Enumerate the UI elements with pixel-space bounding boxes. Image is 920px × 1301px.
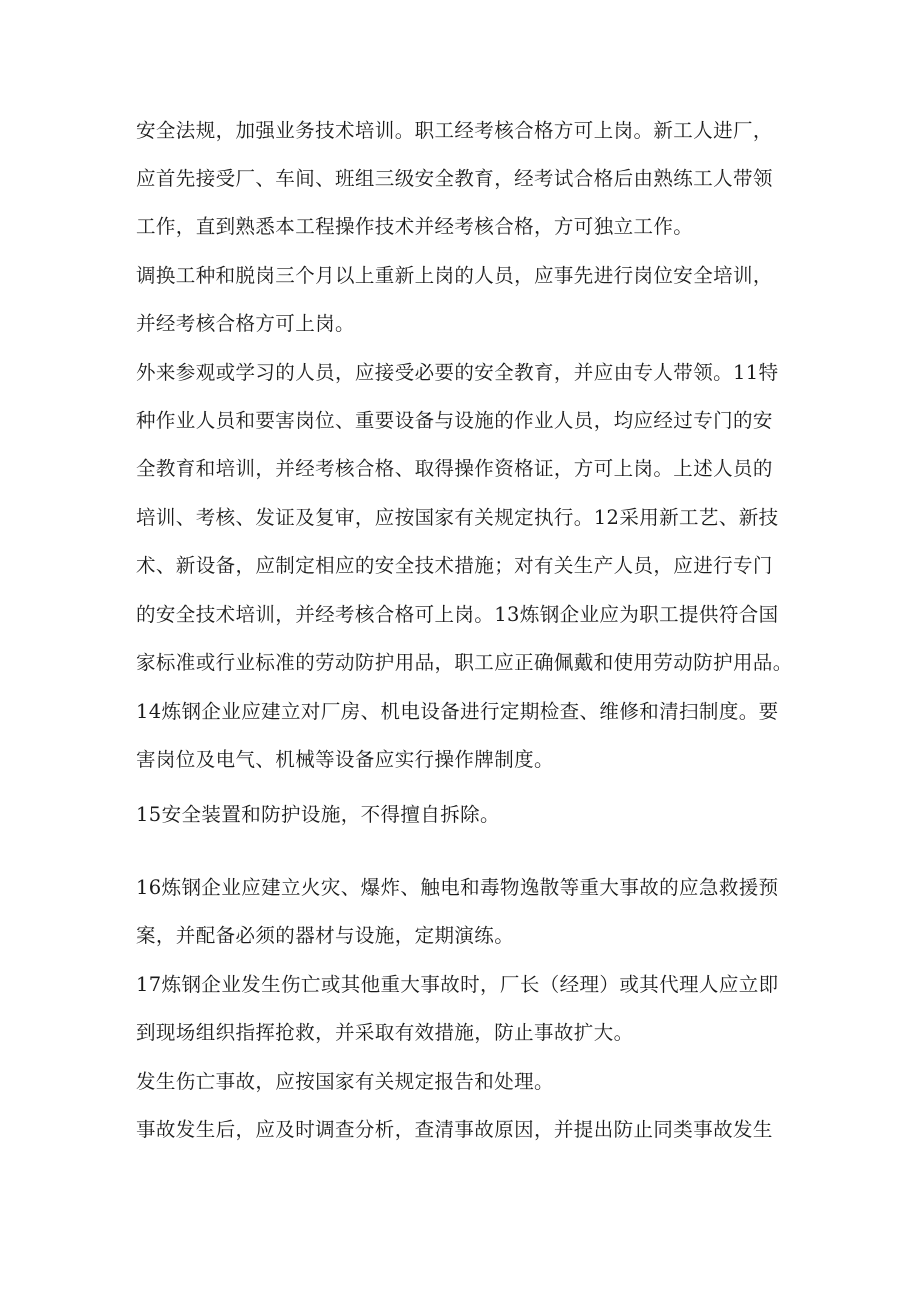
text-line: 并经考核合格方可上岗。 xyxy=(136,312,355,335)
text-line: 15安全装置和防护设施，不得擅自拆除。 xyxy=(136,803,500,826)
text-line: 种作业人员和要害岗位、重要设备与设施的作业人员，均应经过专门的安 xyxy=(136,409,773,432)
text-line: 培训、考核、发证及复审，应按国家有关规定执行。12采用新工艺、新技 xyxy=(136,506,779,529)
text-line: 发生伤亡事故，应按国家有关规定报告和处理。 xyxy=(136,1070,554,1093)
text-line: 应首先接受厂、车间、班组三级安全教育，经考试合格后由熟练工人带领 xyxy=(136,167,773,190)
text-line: 事故发生后，应及时调查分析，查清事故原因，并提出防止同类事故发生 xyxy=(136,1118,773,1141)
text-line: 16炼钢企业应建立火灾、爆炸、触电和毒物逸散等重大事故的应急救援预 xyxy=(136,876,779,899)
text-line: 全教育和培训，并经考核合格、取得操作资格证，方可上岗。上述人员的 xyxy=(136,457,773,480)
text-line: 14炼钢企业应建立对厂房、机电设备进行定期检查、维修和清扫制度。要 xyxy=(136,700,779,723)
text-line: 术、新设备，应制定相应的安全技术措施；对有关生产人员，应进行专门 xyxy=(136,554,773,577)
text-line: 17炼钢企业发生伤亡或其他重大事故时，厂长（经理）或其代理人应立即 xyxy=(136,973,779,996)
text-line: 案，并配备必须的器材与设施，定期演练。 xyxy=(136,924,515,947)
text-line: 安全法规，加强业务技术培训。职工经考核合格方可上岗。新工人进厂， xyxy=(136,119,773,142)
text-line: 工作，直到熟悉本工程操作技术并经考核合格，方可独立工作。 xyxy=(136,215,694,238)
text-line: 家标准或行业标准的劳动防护用品，职工应正确佩戴和使用劳动防护用品。 xyxy=(136,651,793,674)
text-line: 到现场组织指挥抢救，并采取有效措施，防止事故扩大。 xyxy=(136,1021,634,1044)
text-line: 调换工种和脱岗三个月以上重新上岗的人员，应事先进行岗位安全培训， xyxy=(136,264,773,287)
text-line: 外来参观或学习的人员，应接受必要的安全教育，并应由专人带领。11特 xyxy=(136,361,779,384)
text-line: 害岗位及电气、机械等设备应实行操作牌制度。 xyxy=(136,748,554,771)
text-line: 的安全技术培训，并经考核合格可上岗。13炼钢企业应为职工提供符合国 xyxy=(136,603,779,626)
